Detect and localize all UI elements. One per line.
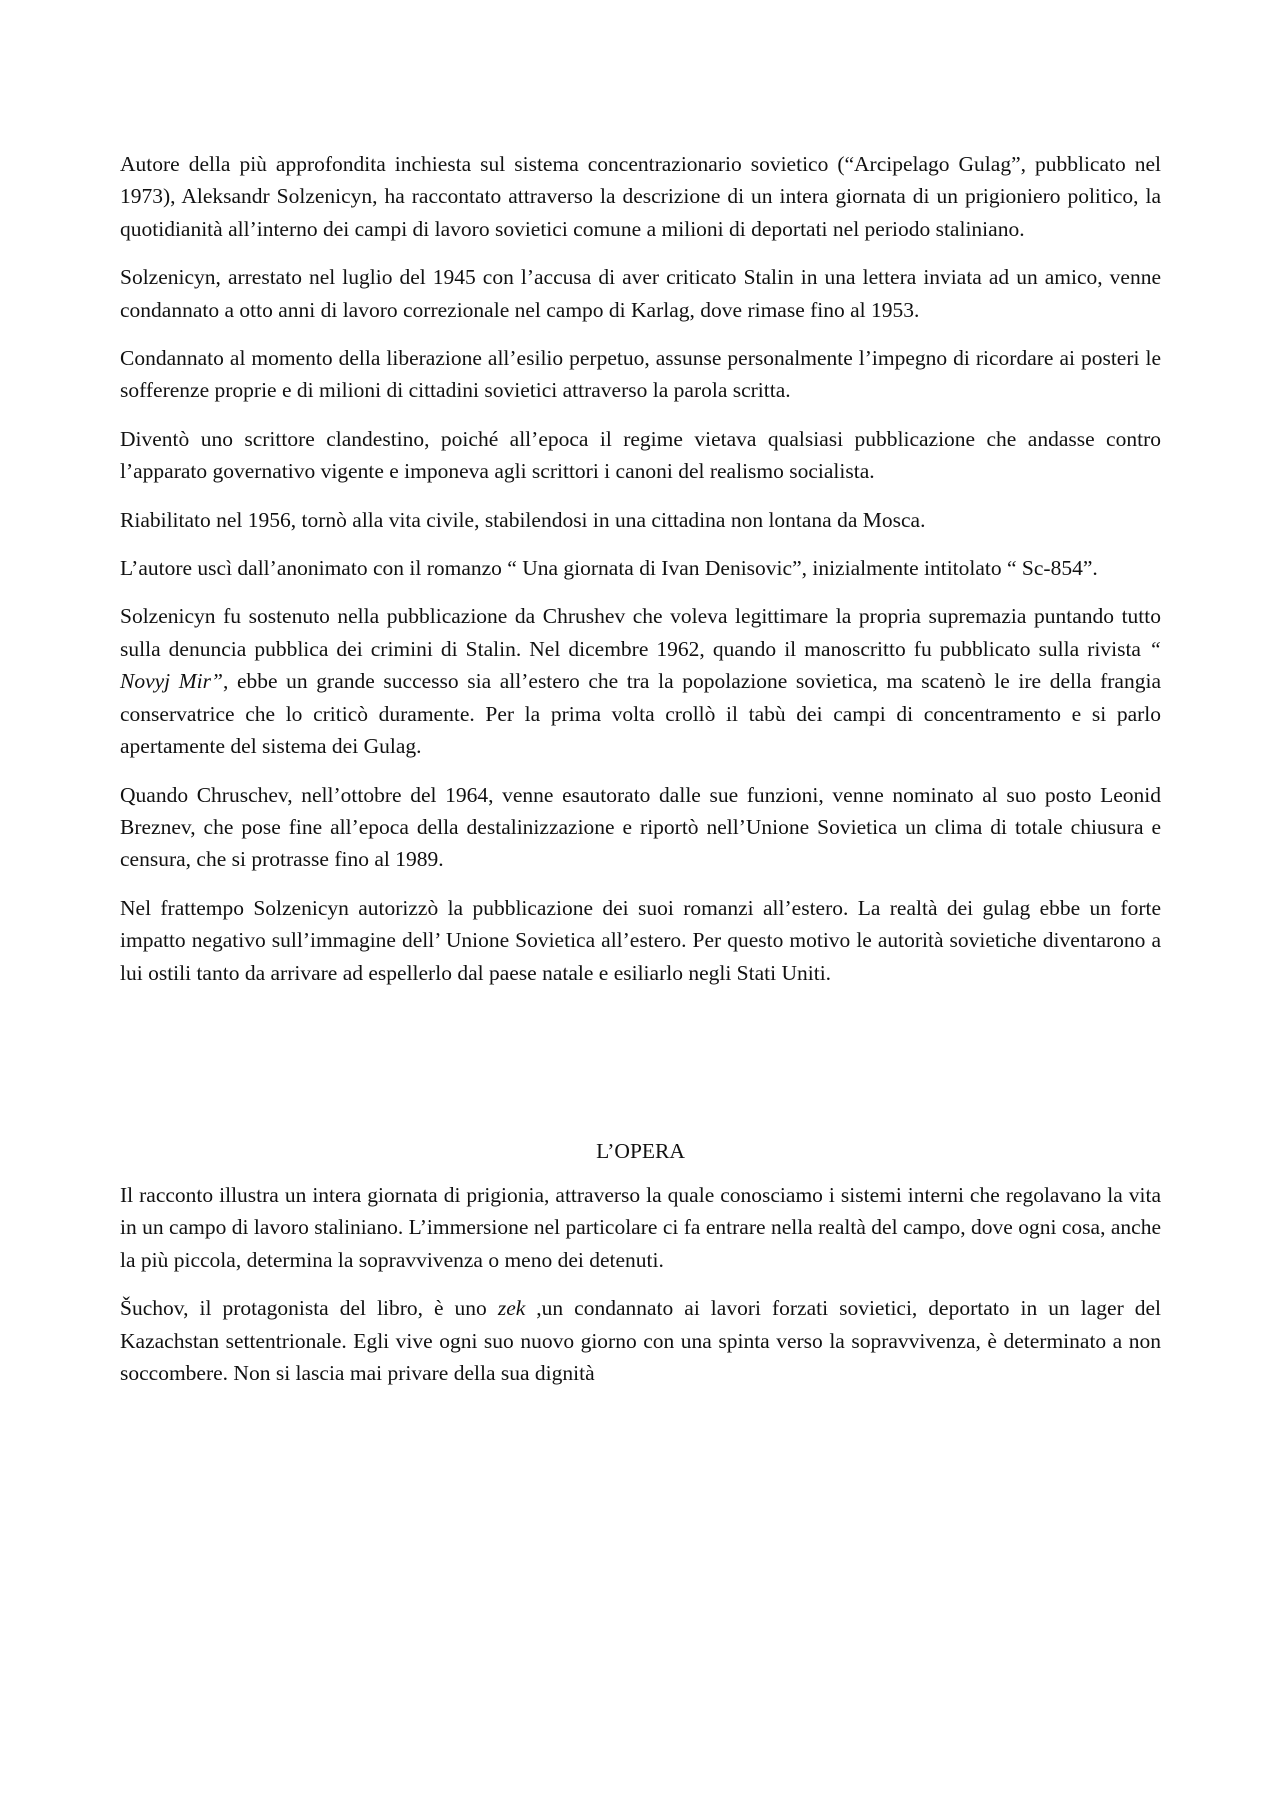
paragraph-publication-text-a: Solzenicyn fu sostenuto nella pubblicazione da Chrushev che voleva legittimare la propria supremazia puntando tutto sulla denuncia pubblica dei crimini di Stalin. Nel dicembre 1962, quando il manoscritto fu pubblicato sulla rivista [120,604,1161,661]
paragraph-expulsion: Nel frattempo Solzenicyn autorizzò la pubblicazione dei suoi romanzi all’estero. La realtà dei gulag ebbe un forte impatto negativo sull’immagine dell’ Unione Sovietica all’estero. Per questo motivo le autorità sovietiche diventarono a lui ostili tanto da arrivare ad espellerlo dal paese natale e esiliarlo negli Stati Uniti. [120,895,1161,985]
paragraph-rehabilitation: Riabilitato nel 1956, tornò alla vita civile, stabilendosi in una cittadina non lontana da Mosca. [120,507,926,532]
paragraph-exile: Condannato al momento della liberazione all’esilio perpetuo, assunse personalmente l’impegno di ricordare ai posteri le sofferenze proprie e di milioni di cittadini sovietici attraverso la parola scritta. [120,346,1161,403]
paragraph-protagonist [120,1292,1161,1389]
paragraph-breznev: Quando Chruschev, nell’ottobre del 1964, venne esautorato dalle sue funzioni, venne nominato al suo posto Leonid Breznev, che pose fine all’epoca della destalinizzazione e riportò nell’Unione Sovietica un clima di totale chiusura e censura, che si protrasse fino al 1989. [120,782,1161,872]
paragraph-author-intro: Autore della più approfondita inchiesta sul sistema concentrazionario sovietico (“Arcipelago Gulag”, pubblicato nel 1973), Aleksandr Solzenicyn, ha raccontato attraverso la descrizione di un intera giornata di un prigioniero politico, la quotidianità all’interno dei campi di lavoro sovietici comune a milioni di deportati nel periodo staliniano. [120,152,1161,241]
term-zek: zek [497,1296,526,1321]
paragraph-protagonist-text-b: ,un condannato ai lavori forzati sovietici, deportato in un lager del Kazachstan settentrionale. Egli vive ogni suo nuovo giorno con una spinta verso la sopravvivenza, è determinato a non soccombere. Non si lascia mai privare della sua dignità [120,1296,1162,1385]
paragraph-novel-debut: L’autore uscì dall’anonimato con il romanzo “ Una giornata di Ivan Denisovic”, inizialmente intitolato “ Sc-854”. [120,556,1098,581]
paragraph-publication-text-b: , ebbe un grande successo sia all’estero che tra la popolazione sovietica, ma scatenò le ire della frangia conservatrice che lo criticò duramente. Per la prima volta crollò il tabù dei campi di concentramento e si parlo apertamente del sistema dei Gulag. [120,669,1161,759]
section-heading-opera: L’OPERA [596,1138,685,1163]
paragraph-publication [120,600,1161,762]
paragraph-clandestine: Diventò uno scrittore clandestino, poiché all’epoca il regime vietava qualsiasi pubblicazione che andasse contro l’apparato governativo vigente e imponeva agli scrittori i canoni del realismo socialista. [120,426,1161,484]
paragraph-arrest: Solzenicyn, arrestato nel luglio del 1945 con l’accusa di aver criticato Stalin in una lettera inviata ad un amico, venne condannato a otto anni di lavoro correzionale nel campo di Karlag, dove rimase fino al 1953. [120,265,1161,322]
paragraph-protagonist-text-a: Šuchov, il protagonista del libro, è uno [120,1296,498,1321]
magazine-title: “ Novyj Mir” [120,636,1161,694]
paragraph-opera-summary: Il racconto illustra un intera giornata di prigionia, attraverso la quale conosciamo i sistemi interni che regolavano la vita in un campo di lavoro staliniano. L’immersione nel particolare ci fa entrare nella realtà del campo, dove ogni cosa, anche la più piccola, determina la sopravvivenza o meno dei detenuti. [120,1182,1161,1272]
document-page [120,148,1161,1405]
